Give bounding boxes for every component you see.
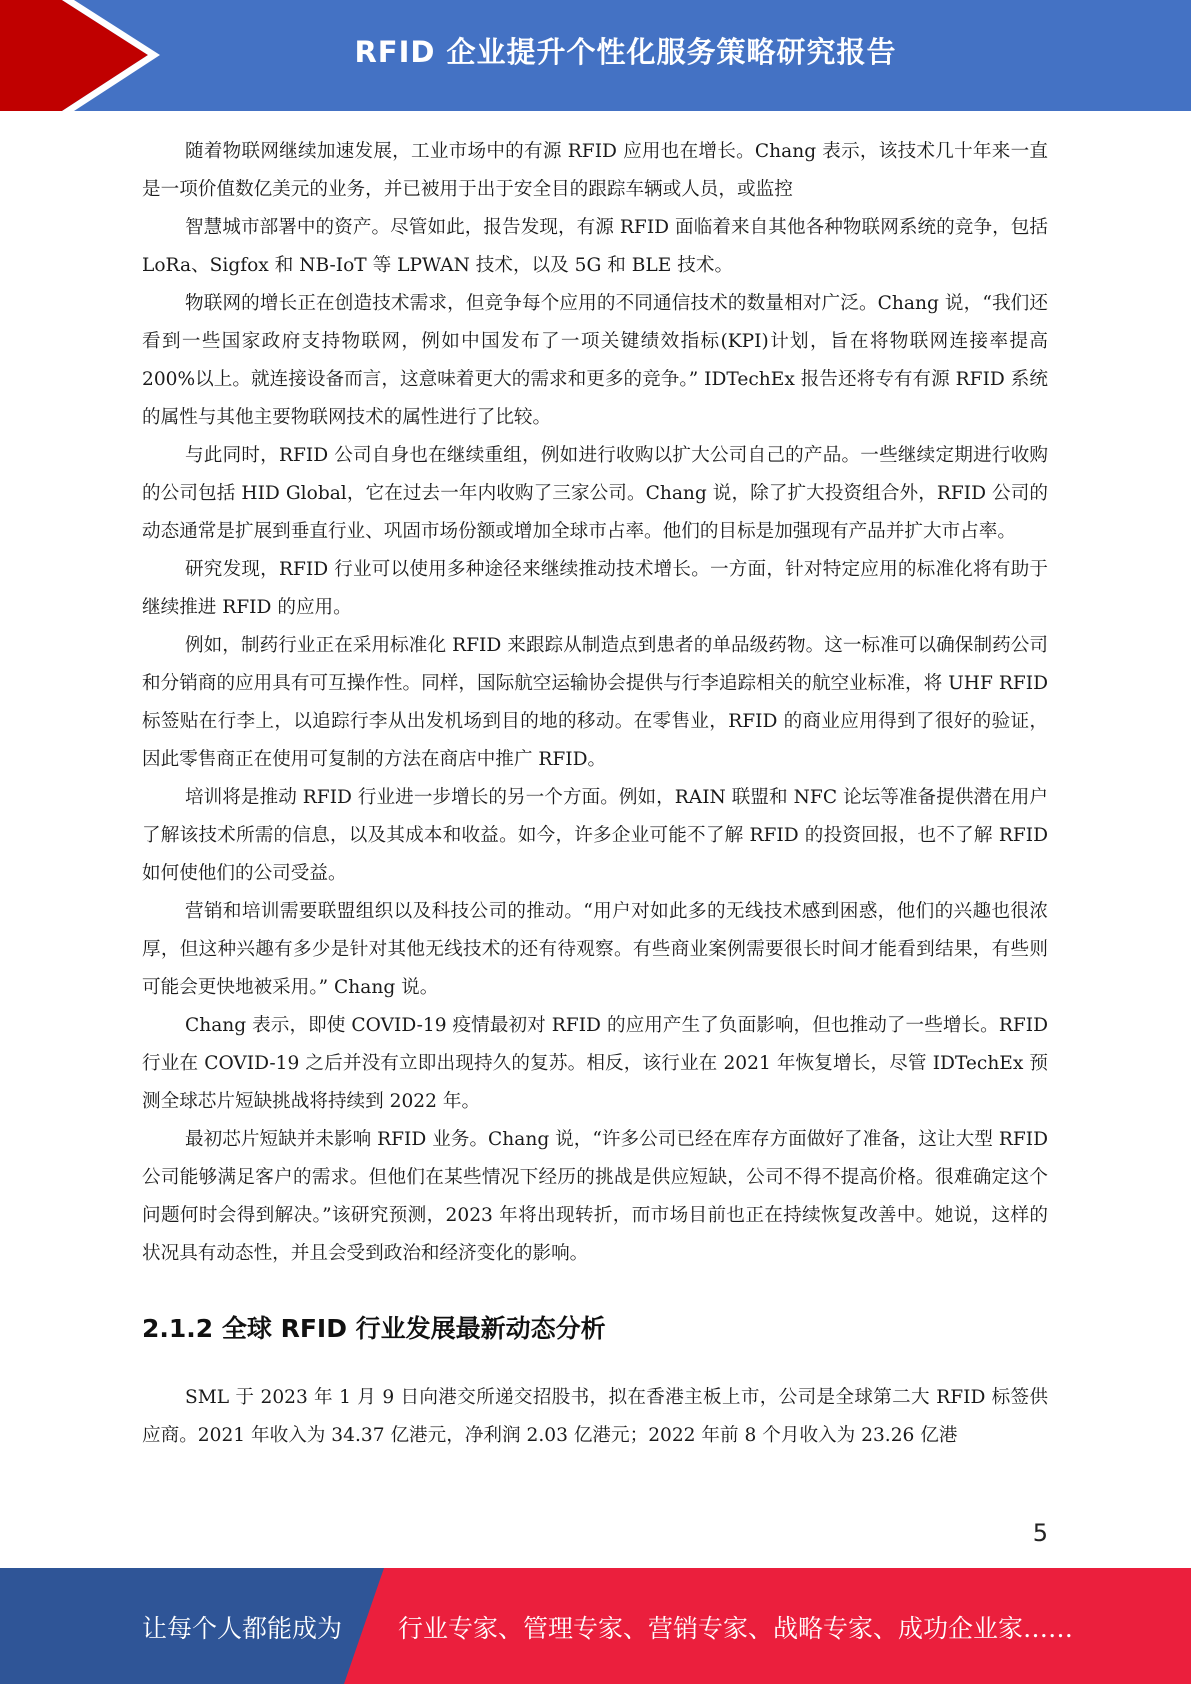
paragraph: 随着物联网继续加速发展，工业市场中的有源 RFID 应用也在增长。Chang 表示，该技术几十年来一直是一项价值数亿美元的业务，并已被用于出于安全目的跟踪车辆或人员，或监控 [142, 141, 1048, 200]
paragraph: 智慧城市部署中的资产。尽管如此，报告发现，有源 RFID 面临着来自其他各种物联网系统的竞争，包括 LoRa、Sigfox 和 NB-IoT 等 LPWAN 技术，以及 5G 和 BLE 技术。 [142, 217, 1048, 276]
page-footer [0, 1568, 1191, 1684]
paragraph: 物联网的增长正在创造技术需求，但竞争每个应用的不同通信技术的数量相对广泛。Chang 说，“我们还看到一些国家政府支持物联网，例如中国发布了一项关键绩效指标(KPI)计划，旨在将物联网连接率提高 200%以上。就连接设备而言，这意味着更大的需求和更多的竞争。” IDTechEx 报告还将专有有源 RFID 系统的属性与其他主要物联网技术的属性进行了比较。 [142, 293, 1048, 428]
section-paragraphs [142, 1379, 1048, 1455]
header-title: RFID 企业提升个性化服务策略研究报告 [354, 35, 897, 69]
main-content [142, 133, 1048, 1455]
paragraph: Chang 表示，即使 COVID-19 疫情最初对 RFID 的应用产生了负面影响，但也推动了一些增长。RFID 行业在 COVID-19 之后并没有立即出现持久的复苏。相反，该行业在 2021 年恢复增长，尽管 IDTechEx 预测全球芯片短缺挑战将持续到 2022 年。 [142, 1015, 1048, 1112]
paragraph: 培训将是推动 RFID 行业进一步增长的另一个方面。例如，RAIN 联盟和 NFC 论坛等准备提供潜在用户了解该技术所需的信息，以及其成本和收益。如今，许多企业可能不了解 RFID 的投资回报，也不了解 RFID 如何使他们的公司受益。 [142, 787, 1048, 884]
footer-slogan-right: 行业专家、管理专家、营销专家、战略专家、成功企业家…… [398, 1614, 1074, 1643]
paragraph: 与此同时，RFID 公司自身也在继续重组，例如进行收购以扩大公司自己的产品。一些继续定期进行收购的公司包括 HID Global，它在过去一年内收购了三家公司。Chang 说，除了扩大投资组合外，RFID 公司的动态通常是扩展到垂直行业、巩固市场份额或增加全球市占率。他们的目标是加强现有产品并扩大市占率。 [142, 445, 1048, 542]
body-paragraphs [142, 133, 1048, 1273]
section-heading: 2.1.2 全球 RFID 行业发展最新动态分析 [142, 1314, 606, 1343]
page-number: 5 [1032, 1519, 1048, 1547]
footer-slogan-left: 让每个人都能成为 [142, 1614, 343, 1643]
paragraph: 营销和培训需要联盟组织以及科技公司的推动。“用户对如此多的无线技术感到困惑，他们的兴趣也很浓厚，但这种兴趣有多少是针对其他无线技术的还有待观察。有些商业案例需要很长时间才能看到结果，有些则可能会更快地被采用。” Chang 说。 [142, 901, 1048, 998]
page-header [0, 0, 1191, 111]
paragraph: 研究发现，RFID 行业可以使用多种途径来继续推动技术增长。一方面，针对特定应用的标准化将有助于继续推进 RFID 的应用。 [142, 559, 1048, 618]
paragraph: 最初芯片短缺并未影响 RFID 业务。Chang 说，“许多公司已经在库存方面做好了准备，这让大型 RFID 公司能够满足客户的需求。但他们在某些情况下经历的挑战是供应短缺，公司不得不提高价格。很难确定这个问题何时会得到解决。”该研究预测，2023 年将出现转折，而市场目前也正在持续恢复改善中。她说，这样的状况具有动态性，并且会受到政治和经济变化的影响。 [142, 1129, 1048, 1264]
paragraph: 例如，制药行业正在采用标准化 RFID 来跟踪从制造点到患者的单品级药物。这一标准可以确保制药公司和分销商的应用具有可互操作性。同样，国际航空运输协会提供与行李追踪相关的航空业标准，将 UHF RFID 标签贴在行李上，以追踪行李从出发机场到目的地的移动。在零售业，RFID 的商业应用得到了很好的验证，因此零售商正在使用可复制的方法在商店中推广 RFID。 [142, 635, 1048, 770]
paragraph: SML 于 2023 年 1 月 9 日向港交所递交招股书，拟在香港主板上市，公司是全球第二大 RFID 标签供应商。2021 年收入为 34.37 亿港元，净利润 2.03 亿港元；2022 年前 8 个月收入为 23.26 亿港 [142, 1387, 1048, 1446]
